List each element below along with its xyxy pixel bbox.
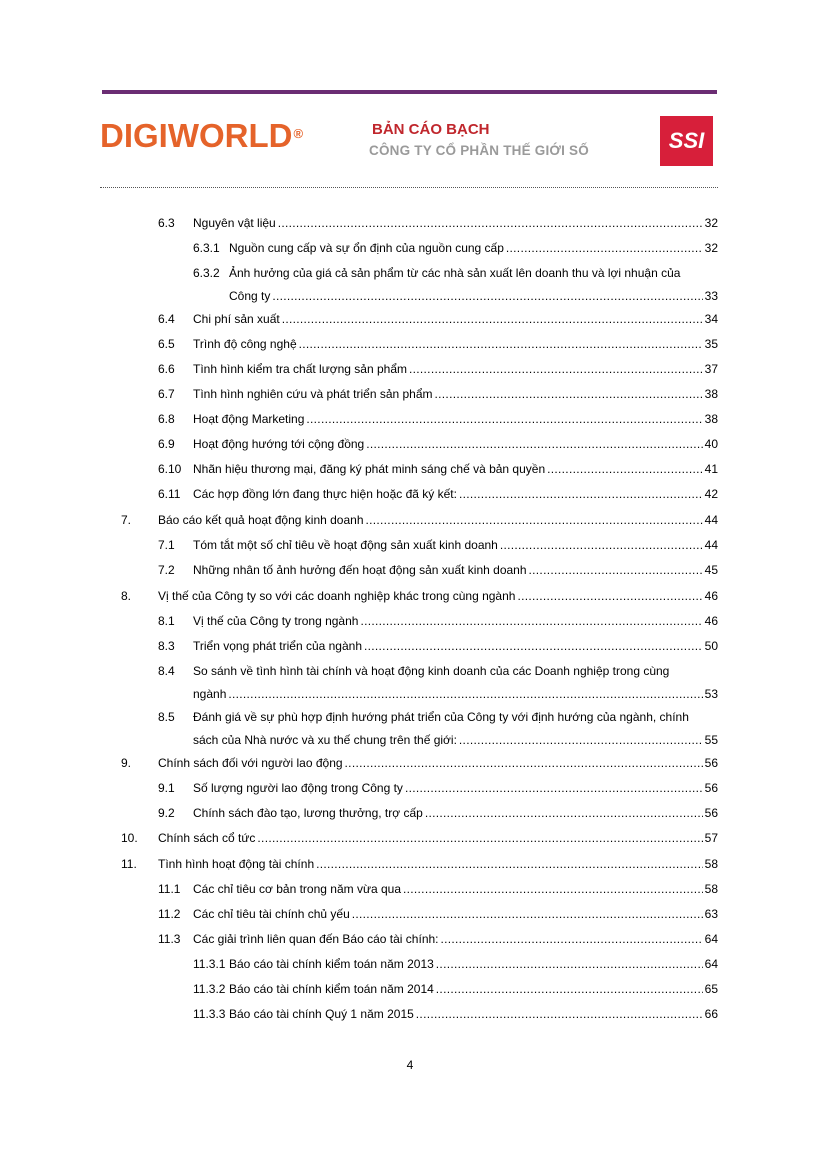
toc-entry-page: 53: [704, 687, 718, 701]
toc-entry[interactable]: [0, 780, 820, 796]
dot-leader: [278, 215, 703, 231]
dot-leader: [352, 906, 703, 922]
toc-entry-page: 57: [704, 831, 718, 845]
toc-entry-page: 46: [704, 614, 718, 628]
toc-entry-page: 35: [704, 337, 718, 351]
toc-entry-number: 11.3.1: [193, 957, 226, 971]
dot-leader: [459, 732, 703, 748]
toc-entry-page: 45: [704, 563, 718, 577]
toc-entry[interactable]: [0, 562, 820, 578]
toc-entry[interactable]: [0, 805, 820, 821]
toc-entry-number: 7.2: [158, 563, 175, 577]
company-name: CÔNG TY CỔ PHẦN THẾ GIỚI SỐ: [369, 143, 589, 158]
toc-entry-title: Chính sách đối với người lao động: [158, 756, 343, 770]
toc-entry-number: 7.: [121, 513, 132, 527]
toc-entry-number: 11.3.3: [193, 1007, 226, 1021]
dot-leader: [364, 638, 703, 654]
dot-leader: [409, 361, 703, 377]
toc-entry-number: 6.8: [158, 412, 175, 426]
toc-entry-number: 9.1: [158, 781, 175, 795]
toc-entry-page: 38: [704, 387, 718, 401]
toc-entry-number: 11.: [121, 857, 137, 871]
header-divider: [100, 187, 718, 188]
toc-entry-number: 6.3: [158, 216, 175, 230]
dot-leader: [360, 613, 702, 629]
toc-entry-title: Báo cáo kết quả hoạt động kinh doanh: [158, 513, 364, 527]
toc-entry-title: Trình độ công nghệ: [193, 337, 297, 351]
toc-entry[interactable]: [0, 486, 820, 502]
toc-entry[interactable]: [0, 906, 820, 922]
toc-entry-number: 6.10: [158, 462, 182, 476]
dot-leader: [416, 1006, 703, 1022]
toc-entry-number: 9.2: [158, 806, 175, 820]
toc-entry-title: Báo cáo tài chính kiểm toán năm 2013: [229, 957, 434, 971]
toc-entry-page: 34: [704, 312, 718, 326]
toc-entry[interactable]: [0, 512, 820, 528]
toc-entry-title: Vị thế của Công ty trong ngành: [193, 614, 359, 628]
toc-entry[interactable]: [0, 537, 820, 553]
dot-leader: [257, 830, 702, 846]
toc-entry-page: 56: [704, 781, 718, 795]
toc-entry-number: 11.3.2: [193, 982, 226, 996]
toc-entry-page: 50: [704, 639, 718, 653]
toc-entry-title: Các giải trình liên quan đến Báo cáo tài chính:: [193, 932, 439, 946]
toc-entry-page: 46: [704, 589, 718, 603]
document-title: BẢN CÁO BẠCH: [372, 121, 490, 138]
toc-entry-title: Tình hình hoạt động tài chính: [158, 857, 315, 871]
toc-entry-page: 42: [704, 487, 718, 501]
dot-leader: [500, 537, 703, 553]
toc-entry[interactable]: [0, 755, 820, 771]
toc-entry-page: 32: [704, 241, 718, 255]
toc-entry[interactable]: [0, 386, 820, 402]
dot-leader: [425, 805, 703, 821]
toc-entry-page: 32: [704, 216, 718, 230]
toc-entry[interactable]: [0, 613, 820, 629]
toc-entry[interactable]: [0, 588, 820, 604]
toc-entry-page: 65: [704, 982, 718, 996]
toc-entry-number: 8.4: [158, 664, 175, 678]
toc-entry[interactable]: [0, 1006, 820, 1022]
toc-entry[interactable]: [0, 461, 820, 477]
toc-entry-title: Ảnh hưởng của giá cả sản phẩm từ các nhà sản xuất lên doanh thu và lợi nhuận của: [229, 266, 681, 280]
toc-entry-title: Triển vọng phát triển của ngành: [193, 639, 363, 653]
toc-entry[interactable]: [0, 956, 820, 972]
toc-entry[interactable]: [0, 361, 820, 377]
dot-leader: [506, 240, 703, 256]
toc-entry-number: 7.1: [158, 538, 175, 552]
toc-entry-page: 55: [704, 733, 718, 747]
toc-entry-title: Đánh giá về sự phù hợp định hướng phát triển của Công ty với định hướng của ngành, chính: [193, 710, 689, 724]
toc-entry[interactable]: [0, 663, 820, 679]
ssi-logo: SSI: [660, 116, 713, 166]
toc-entry-page: 40: [704, 437, 718, 451]
toc-entry-title: Hoạt động hướng tới cộng đồng: [193, 437, 365, 451]
header-rule: [102, 90, 717, 94]
toc-entry-title: Báo cáo tài chính Quý 1 năm 2015: [229, 1007, 414, 1021]
dot-leader: [345, 755, 703, 771]
toc-entry-number: 6.3.2: [193, 266, 220, 280]
toc-entry-title: Nhãn hiệu thương mại, đăng ký phát minh sáng chế và bản quyền: [193, 462, 546, 476]
toc-entry-title: Những nhân tố ảnh hưởng đến hoạt động sản xuất kinh doanh: [193, 563, 527, 577]
toc-entry-title: Nguồn cung cấp và sự ổn định của nguồn cung cấp: [229, 241, 504, 255]
toc-entry-number: 10.: [121, 831, 138, 845]
toc-entry[interactable]: [0, 265, 820, 281]
toc-entry-title: Các chỉ tiêu tài chính chủ yếu: [193, 907, 350, 921]
toc-entry[interactable]: [0, 215, 820, 231]
toc-entry-page: 38: [704, 412, 718, 426]
toc-entry-page: 64: [704, 932, 718, 946]
dot-leader: [366, 436, 702, 452]
toc-entry-page: 58: [704, 857, 718, 871]
toc-entry-page: 63: [704, 907, 718, 921]
toc-entry-number: 6.11: [158, 487, 181, 501]
toc-entry[interactable]: [0, 830, 820, 846]
toc-entry[interactable]: [0, 336, 820, 352]
dot-leader: [435, 386, 703, 402]
dot-leader: [299, 336, 703, 352]
toc-entry-title-cont: Công ty: [229, 289, 271, 303]
toc-entry-page: 64: [704, 957, 718, 971]
toc-entry-title: So sánh về tình hình tài chính và hoạt động kinh doanh của các Doanh nghiệp trong cùng: [193, 664, 670, 678]
toc-entry-number: 11.2: [158, 907, 181, 921]
digiworld-logo: DIGIWORLD®: [100, 117, 304, 154]
toc-entry-title: Vị thế của Công ty so với các doanh nghiệp khác trong cùng ngành: [158, 589, 516, 603]
toc-entry[interactable]: [0, 311, 820, 327]
dot-leader: [228, 686, 702, 702]
toc-entry-title: Tóm tắt một số chỉ tiêu về hoạt động sản xuất kinh doanh: [193, 538, 498, 552]
toc-entry[interactable]: [0, 981, 820, 997]
dot-leader: [405, 780, 703, 796]
dot-leader: [316, 856, 703, 872]
toc-entry-page: 44: [704, 538, 718, 552]
page-number: 4: [406, 1058, 414, 1072]
toc-entry-number: 8.1: [158, 614, 175, 628]
toc-entry-page: 37: [704, 362, 718, 376]
toc-entry-title: Chính sách cổ tức: [158, 831, 256, 845]
dot-leader: [272, 288, 702, 304]
toc-entry-title: Tình hình nghiên cứu và phát triển sản phẩm: [193, 387, 433, 401]
dot-leader: [403, 881, 703, 897]
toc-entry-number: 6.4: [158, 312, 175, 326]
toc-entry[interactable]: [0, 638, 820, 654]
toc-entry-page: 56: [704, 756, 718, 770]
toc-entry[interactable]: [0, 881, 820, 897]
toc-entry-number: 8.: [121, 589, 132, 603]
toc-entry[interactable]: [0, 931, 820, 947]
toc-entry-title: Số lượng người lao động trong Công ty: [193, 781, 403, 795]
toc-entry-continuation: [0, 732, 820, 748]
toc-entry[interactable]: [0, 709, 820, 725]
toc-entry-page: 58: [704, 882, 718, 896]
toc-entry-page: 33: [704, 289, 718, 303]
toc-entry-title: Chi phí sản xuất: [193, 312, 280, 326]
toc-entry-number: 6.9: [158, 437, 175, 451]
toc-entry-title: Hoạt động Marketing: [193, 412, 305, 426]
dot-leader: [547, 461, 703, 477]
dot-leader: [436, 981, 703, 997]
toc-entry-title-cont: ngành: [193, 687, 227, 701]
dot-leader: [441, 931, 703, 947]
toc-entry-number: 8.3: [158, 639, 175, 653]
toc-entry-page: 56: [704, 806, 718, 820]
dot-leader: [282, 311, 703, 327]
dot-leader: [436, 956, 703, 972]
toc-entry[interactable]: [0, 411, 820, 427]
dot-leader: [459, 486, 703, 502]
toc-entry-title: Các chỉ tiêu cơ bản trong năm vừa qua: [193, 882, 402, 896]
dot-leader: [529, 562, 703, 578]
toc-entry-title: Tình hình kiểm tra chất lượng sản phẩm: [193, 362, 408, 376]
dot-leader: [306, 411, 702, 427]
toc-entry-number: 6.5: [158, 337, 175, 351]
toc-entry-number: 8.5: [158, 710, 175, 724]
toc-entry-title-cont: sách của Nhà nước và xu thế chung trên thế giới:: [193, 733, 457, 747]
toc-entry[interactable]: [0, 240, 820, 256]
toc-entry-page: 66: [704, 1007, 718, 1021]
toc-entry-title: Nguyên vật liệu: [193, 216, 276, 230]
toc-entry[interactable]: [0, 856, 820, 872]
toc-entry-title: Báo cáo tài chính kiểm toán năm 2014: [229, 982, 434, 996]
toc-entry-number: 6.3.1: [193, 241, 220, 255]
toc-entry-number: 6.7: [158, 387, 175, 401]
toc-entry-continuation: [0, 288, 820, 304]
toc-entry-title: Chính sách đào tạo, lương thưởng, trợ cấp: [193, 806, 423, 820]
toc-entry-number: 9.: [121, 756, 132, 770]
dot-leader: [366, 512, 703, 528]
toc-entry-number: 11.3: [158, 932, 181, 946]
toc-entry-page: 44: [704, 513, 718, 527]
toc-entry-title: Các hợp đồng lớn đang thực hiện hoặc đã ký kết:: [193, 487, 457, 501]
toc-entry[interactable]: [0, 436, 820, 452]
dot-leader: [517, 588, 702, 604]
toc-entry-page: 41: [704, 462, 718, 476]
toc-entry-number: 11.1: [158, 882, 181, 896]
toc-entry-continuation: [0, 686, 820, 702]
toc-entry-number: 6.6: [158, 362, 175, 376]
